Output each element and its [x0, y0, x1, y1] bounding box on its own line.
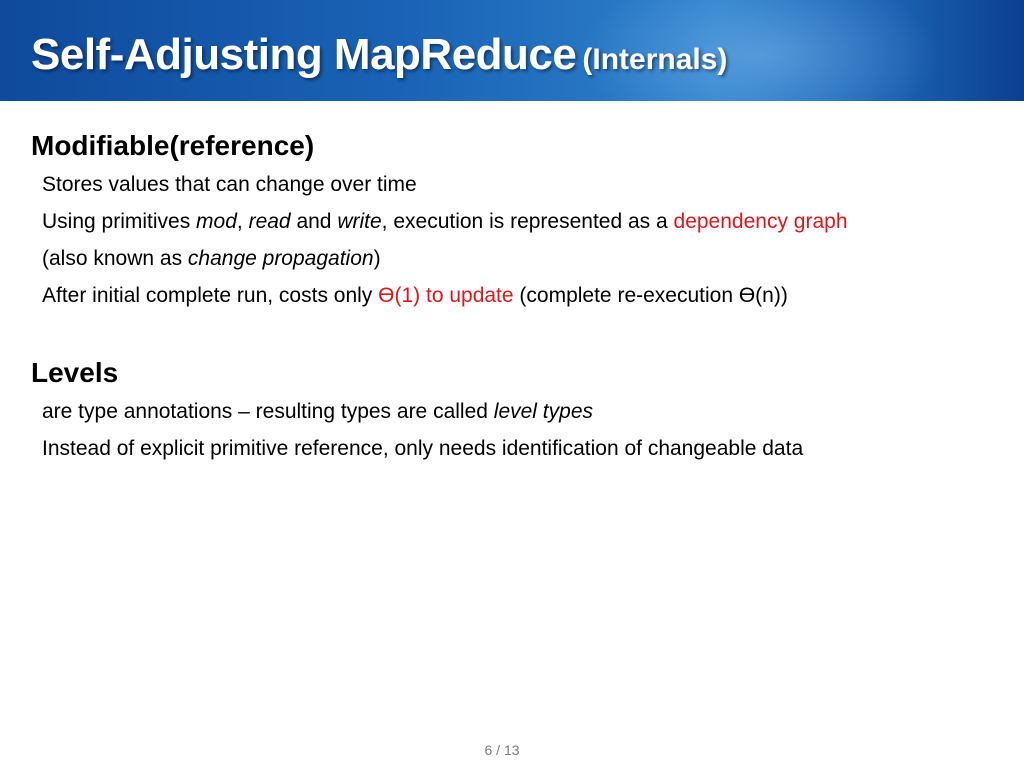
slide-title-sub: (Internals) — [582, 43, 728, 76]
aka-close: ) — [373, 247, 381, 270]
term-read: read — [248, 210, 291, 233]
costs-text-2: (complete re-execution Ө(n)) — [513, 284, 788, 307]
term-level-types: level types — [493, 400, 593, 423]
highlight-update-cost: Ө(1) to update — [378, 284, 514, 307]
levels-item-identification: Instead of explicit primitive reference, only needs identification of changeable data — [42, 437, 804, 460]
primitives-comma: , — [236, 210, 249, 233]
slide-title-main: Self-Adjusting MapReduce — [31, 30, 577, 79]
costs-text-1: After initial complete run, costs only — [42, 284, 379, 307]
term-mod: mod — [196, 210, 237, 233]
modifiable-item-primitives — [42, 203, 991, 240]
slide-title — [31, 30, 727, 80]
term-write: write — [337, 210, 382, 233]
term-change-propagation: change propagation — [187, 247, 374, 270]
levels-item-type-annotations — [42, 393, 991, 430]
section-heading-levels: Levels — [31, 357, 119, 388]
aka-open: (also known as — [42, 247, 188, 270]
page-number: 6 / 13 — [484, 742, 520, 758]
modifiable-item-also-known-as — [42, 240, 991, 277]
slide-content — [31, 126, 991, 467]
section-gap — [31, 314, 991, 353]
section-heading-modifiable: Modifiable(reference) — [31, 130, 315, 161]
primitives-text-2: , execution is represented as a — [381, 210, 674, 233]
modifiable-item-costs — [42, 277, 991, 314]
primitives-text-1: Using primitives — [42, 210, 197, 233]
primitives-and: and — [290, 210, 338, 233]
modifiable-item-stores-values: Stores values that can change over time — [42, 173, 417, 196]
levels-text-1: are type annotations – resulting types are called — [42, 400, 494, 423]
highlight-dependency-graph: dependency graph — [673, 210, 848, 233]
title-bar — [0, 0, 1024, 101]
